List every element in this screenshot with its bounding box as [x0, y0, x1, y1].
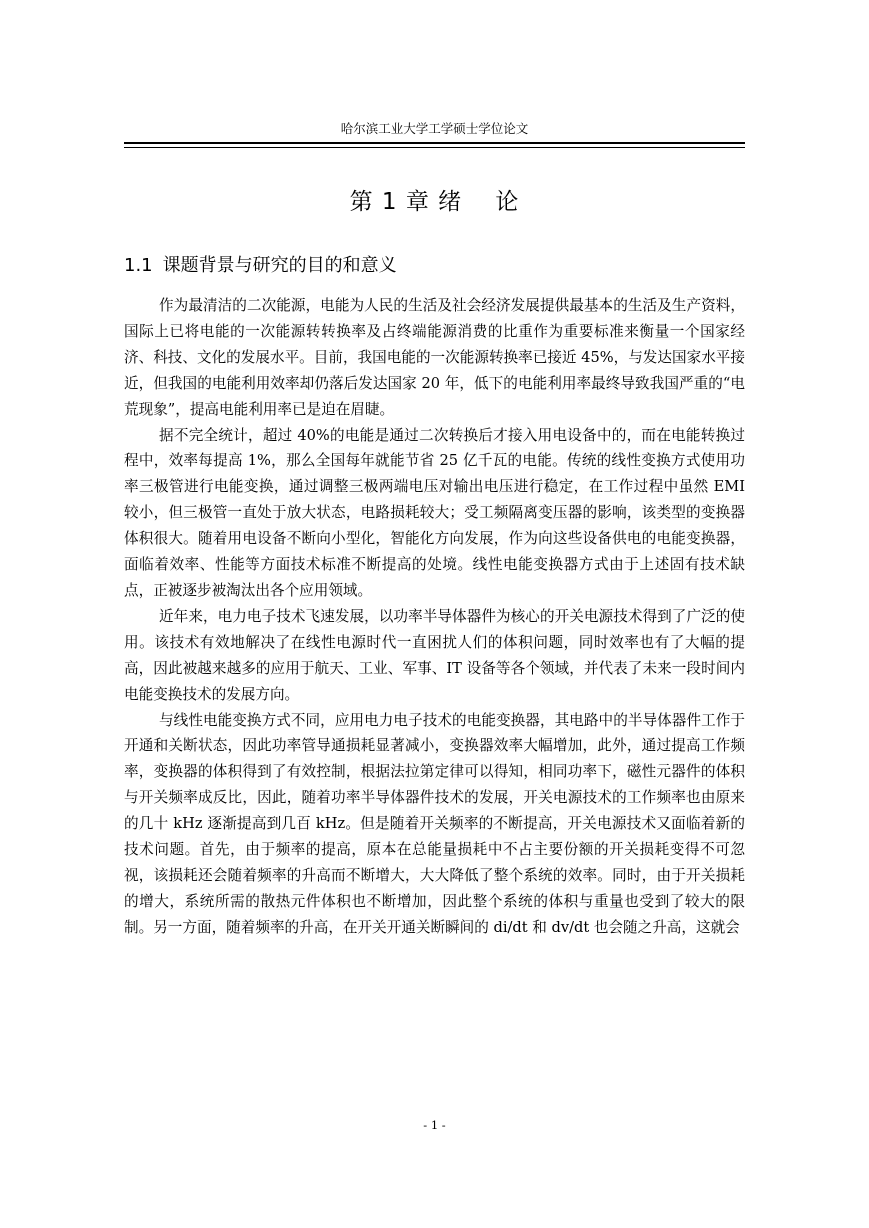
section-number: 1.1 — [124, 255, 153, 276]
running-header: 哈尔滨工业大学工学硕士学位论文 — [340, 121, 529, 136]
paragraph-1: 作为最清洁的二次能源，电能为人民的生活及社会经济发展提供最基本的生活及生产资料，国际上已将电能的一次能源转转换率及占终端能源消费的比重作为重要标准来衡量一个国家经济、科技、文化的发展水平。目前，我国电能的一次能源转换率已接近 45%，与发达国家水平接近，但我国的电能利用效率却仍落后发达国家 20 年，低下的电能利用率最终导致我国严重的“电荒现象”，提高电能利用率已是迫在眉睫。 — [124, 297, 745, 418]
paragraph-2: 据不完全统计，超过 40%的电能是通过二次转换后才接入用电设备中的，而在电能转换过程中，效率每提高 1%，那么全国每年就能节省 25 亿千瓦的电能。传统的线性变换方式使用功率三极管进行电能变换，通过调整三极两端电压对输出电压进行稳定，在工作过程中虽然 EMI 较小，但三极管一直处于放大状态，电路损耗较大；受工频隔离变压器的影响，该类型的变换器体积很大。随着用电设备不断向小型化，智能化方向发展，作为向这些设备供电的电能变换器，面临着效率、性能等方面技术标准不断提高的处境。线性电能变换器方式由于上述固有技术缺点，正被逐步被淘汰出各个应用领域。 — [124, 426, 745, 599]
header-rule-thin — [124, 147, 745, 148]
section-heading — [124, 253, 397, 279]
paragraph-3: 近年来，电力电子技术飞速发展，以功率半导体器件为核心的开关电源技术得到了广泛的使用。该技术有效地解决了在线性电源时代一直困扰人们的体积问题，同时效率也有了大幅的提高，因此被越来越多的应用于航天、工业、军事、IT 设备等各个领域，并代表了未来一段时间内电能变换技术的发展方向。 — [124, 607, 745, 703]
section-title: 课题背景与研究的目的和意义 — [162, 255, 397, 276]
page-number: - 1 - — [423, 1118, 446, 1132]
chapter-title-text: 第 1 章 绪 论 — [349, 189, 520, 215]
body-text — [124, 293, 745, 941]
header-rule-thick — [124, 142, 745, 144]
paragraph-4: 与线性电能变换方式不同，应用电力电子技术的电能变换器，其电路中的半导体器件工作于开通和关断状态，因此功率管导通损耗显著减小，变换器效率大幅增加，此外，通过提高工作频率，变换器的体积得到了有效控制，根据法拉第定律可以得知，相同功率下，磁性元器件的体积与开关频率成反比，因此，随着功率半导体器件技术的发展，开关电源技术的工作频率也由原来的几十 kHz 逐渐提高到几百 kHz。但是随着开关频率的不断提高，开关电源技术又面临着新的技术问题。首先，由于频率的提高，原本在总能量损耗中不占主要份额的开关损耗变得不可忽视，该损耗还会随着频率的升高而不断增大，大大降低了整个系统的效率。同时，由于开关损耗的增大，系统所需的散热元件体积也不断增加，因此整个系统的体积与重量也受到了较大的限制。另一方面，随着频率的升高，在开关开通关断瞬间的 di/dt 和 dv/dt 也会随之升高，这就会 — [124, 711, 745, 936]
chapter-title — [124, 185, 745, 219]
